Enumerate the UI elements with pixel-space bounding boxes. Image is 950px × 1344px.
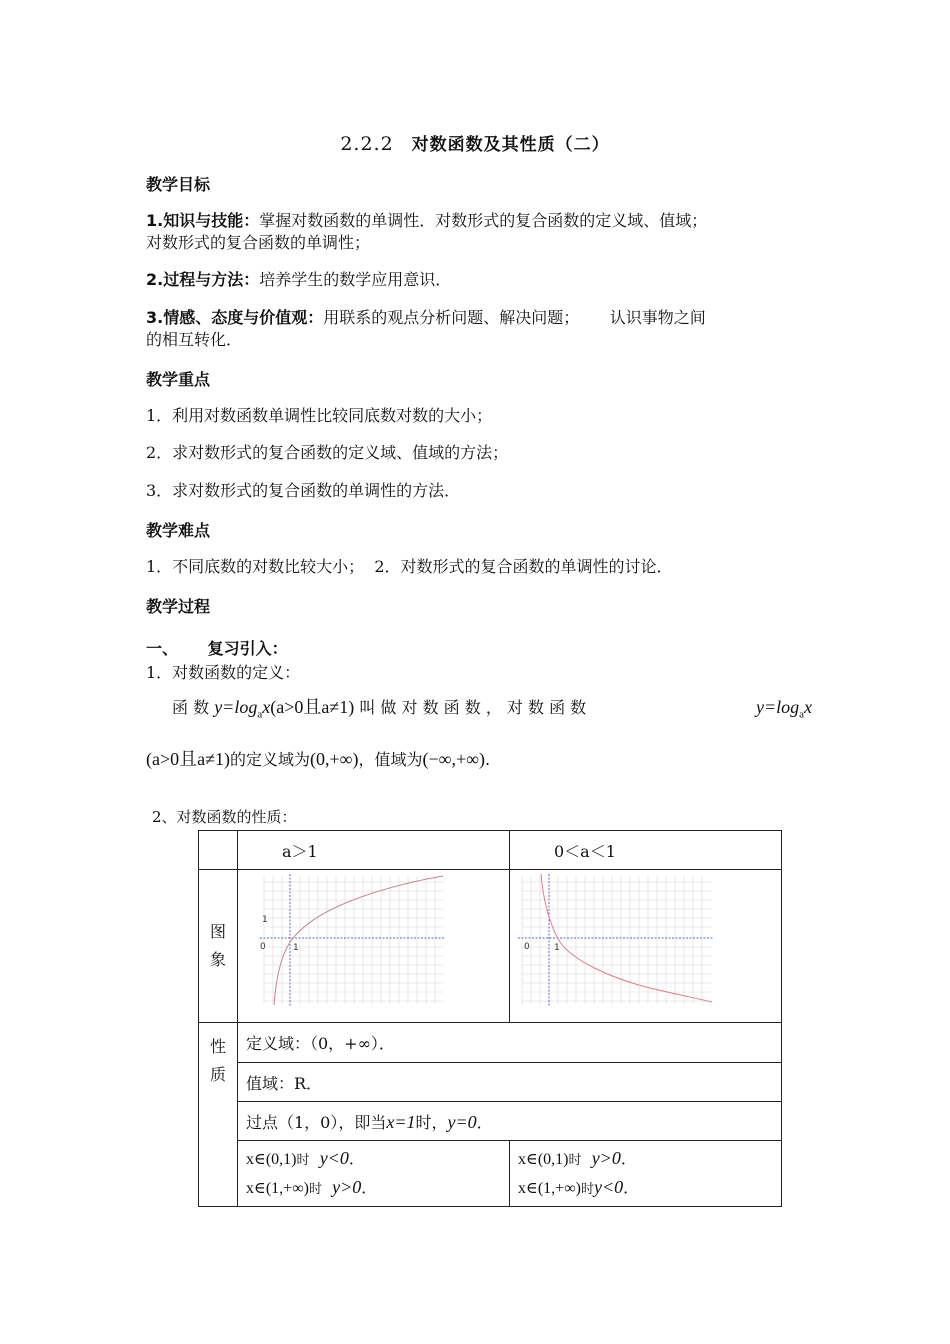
properties-table <box>198 830 782 1207</box>
table-corner <box>199 831 238 870</box>
goal-2-text: 培养学生的数学应用意识． <box>259 270 452 289</box>
keypoints-heading: 教学重点 <box>146 370 211 389</box>
prop-fixed-point: 过点（1，0），即当x=1时，y=0． <box>238 1102 782 1141</box>
prop-sign-a <box>238 1141 510 1207</box>
goal-3 <box>146 307 816 351</box>
def-lead: 函 数 <box>172 698 210 717</box>
header-a-lt-1: 0＜a＜1 <box>510 831 782 870</box>
definition-domain-line <box>146 748 490 771</box>
keypoint-3: 3．求对数形式的复合函数的单调性的方法． <box>146 481 461 500</box>
goals-heading: 教学目标 <box>146 175 211 194</box>
graph-decreasing <box>510 870 781 1022</box>
def-range-pre: ，值域为 <box>358 750 423 769</box>
graph-increasing <box>238 870 509 1022</box>
graph-a-label-one-x: 1 <box>293 943 299 953</box>
header-a-gt-1: a＞1 <box>238 831 510 870</box>
def-end: . <box>484 750 491 769</box>
keypoint-2: 2．求对数形式的复合函数的定义域、值域的方法； <box>146 443 509 462</box>
title-text: 对数函数及其性质（二） <box>411 135 610 155</box>
def-mid: 叫 做 对 数 函 数 ， 对 数 函 数 <box>359 698 587 717</box>
sign-b-row-2: x∈(1,+∞)时y<0． <box>518 1176 640 1197</box>
def-func-1: $y=\log_ax(a>0$且a≠1) <box>214 697 355 721</box>
goal-2 <box>146 269 451 291</box>
graph-cell-b <box>510 870 782 1023</box>
difficulties-text: 1．不同底数的对数比较大小； 2．对数形式的复合函数的单调性的讨论． <box>146 557 673 576</box>
difficulties-heading: 教学难点 <box>146 521 211 540</box>
graph-b-label-zero: 0 <box>524 942 530 952</box>
row-label-graph: 图象 <box>199 870 238 1023</box>
section-1-title: 复习引入： <box>207 639 288 658</box>
keypoint-1: 1．利用对数函数单调性比较同底数对数的大小； <box>146 406 493 425</box>
prop-range: 值域：R． <box>238 1063 782 1102</box>
def-domain: (0,+∞) <box>310 749 359 769</box>
sign-a-row-1: x∈(0,1)时 y<0． <box>246 1147 365 1168</box>
goal-2-label: 2.过程与方法： <box>146 270 260 289</box>
curve-log-increasing <box>274 876 443 1005</box>
goal-3-text: 用联系的观点分析问题、解决问题； 认识事物之间 <box>323 308 706 327</box>
graph-a-label-one-y: 1 <box>262 915 268 925</box>
section-1-heading <box>146 636 288 659</box>
section-1-number: 一、 <box>146 639 179 658</box>
graph-b-label-one-x: 1 <box>554 943 560 953</box>
goal-1-label: 1.知识与技能： <box>146 211 260 230</box>
item-properties-heading: 2、对数函数的性质： <box>152 808 297 826</box>
sign-a-row-2: x∈(1,+∞)时 y>0． <box>246 1176 378 1197</box>
def-range: (−∞,+∞) <box>422 749 485 769</box>
definition-line <box>172 696 812 726</box>
item-definition-heading: 1．对数函数的定义： <box>146 663 301 682</box>
graph-a-label-zero: 0 <box>260 942 266 952</box>
def-cond: (a>0且a≠1) <box>146 749 230 769</box>
section-number: 2.2.2 <box>340 133 394 155</box>
def-func-2: $y=\log_ax$ <box>755 697 812 721</box>
goal-1 <box>146 210 816 254</box>
goal-3-text2: 的相互转化． <box>146 330 243 349</box>
def-domain-pre: 的定义域为 <box>230 750 311 769</box>
row-label-properties: 性质 <box>199 1023 238 1207</box>
sign-b-row-1: x∈(0,1)时 y>0． <box>518 1147 637 1168</box>
goal-1-text: 掌握对数函数的单调性．对数形式的复合函数的定义域、值域； <box>259 211 708 230</box>
goal-1-text2: 对数形式的复合函数的单调性； <box>146 233 371 252</box>
page-title <box>0 130 950 155</box>
prop-domain: 定义域：（0，+∞）． <box>238 1023 782 1063</box>
process-heading: 教学过程 <box>146 597 211 616</box>
goal-3-label: 3.情感、态度与价值观： <box>146 308 324 327</box>
graph-cell-a <box>238 870 510 1023</box>
prop-sign-b <box>510 1141 782 1207</box>
